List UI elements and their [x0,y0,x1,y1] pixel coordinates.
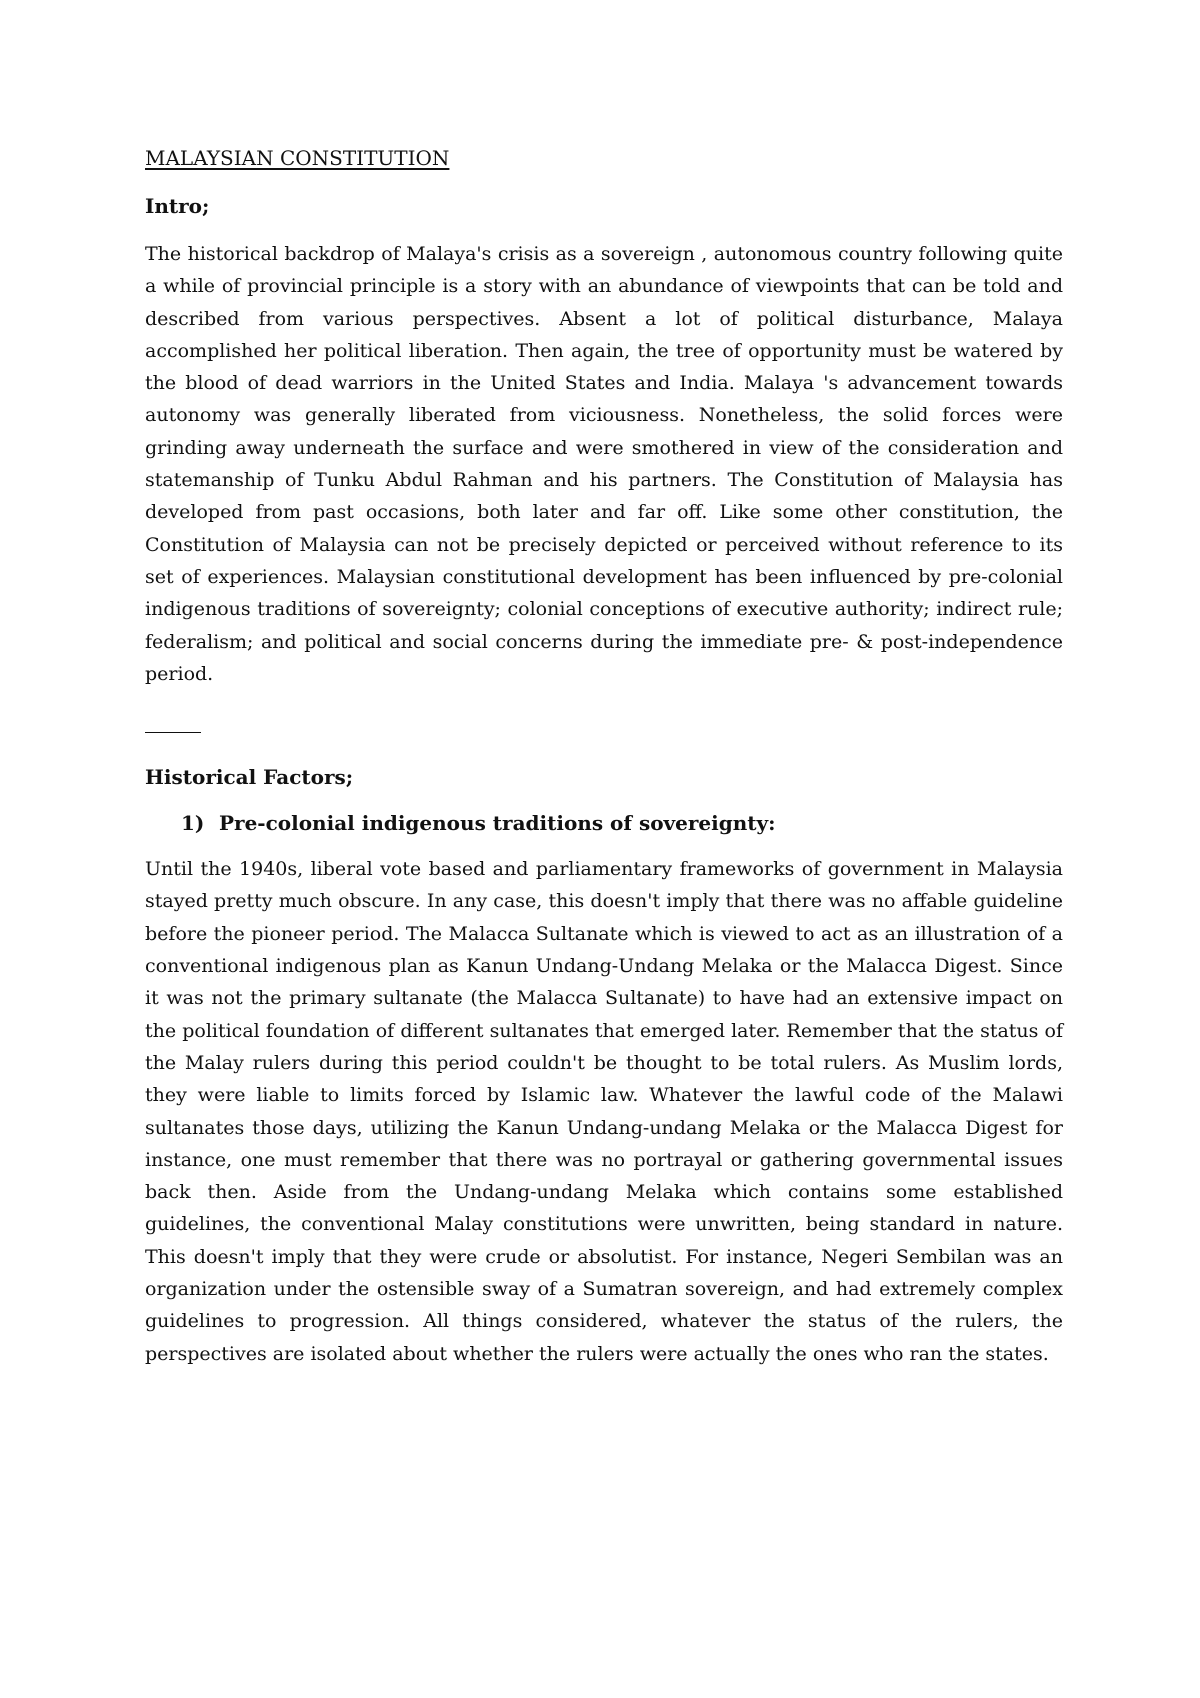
document-title: MALAYSIAN CONSTITUTION [145,146,450,170]
factor-1-title: Pre-colonial indigenous traditions of sovereignty: [219,811,776,836]
intro-heading: Intro; [145,194,210,218]
factor-1-paragraph: Until the 1940s, liberal vote based and parliamentary frameworks of government in Malaysia stayed pretty much obscure. In any case, this doesn't imply that there was no affable guideline before the pioneer period. The Malacca Sultanate which is viewed to act as an illustration of a conventional indigenous plan as Kanun Undang-Undang Melaka or the Malacca Digest. Since it was not the primary sultanate (the Malacca Sultanate) to have had an extensive impact on the political foundation of different sultanates that emerged later. Remember that the status of the Malay rulers during this period couldn't be thought to be total rulers. As Muslim lords, they were liable to limits forced by Islamic law. Whatever the lawful code of the Malawi sultanates those days, utilizing the Kanun Undang-undang Melaka or the Malacca Digest for instance, one must remember that there was no portrayal or gathering governmental issues back then. Aside from the Undang-undang Melaka which contains some established guidelines, the conventional Malay constitutions were unwritten, being standard in nature. This doesn't imply that they were crude or absolutist. For instance, Negeri Sembilan was an organization under the ostensible sway of a Sumatran sovereign, and had extremely complex guidelines to progression. All things considered, whatever the status of the rulers, the perspectives are isolated about whether the rulers were actually the ones who ran the states. [145,858,1063,1365]
factor-1-heading [181,809,1063,837]
intro-paragraph: The historical backdrop of Malaya's crisis as a sovereign , autonomous country following quite a while of provincial principle is a story with an abundance of viewpoints that can be told and described from various perspectives. Absent a lot of political disturbance, Malaya accomplished her political liberation. Then again, the tree of opportunity must be watered by the blood of dead warriors in the United States and India. Malaya 's advancement towards autonomy was generally liberated from viciousness. Nonetheless, the solid forces were grinding away underneath the surface and were smothered in view of the consideration and statemanship of Tunku Abdul Rahman and his partners. The Constitution of Malaysia has developed from past occasions, both later and far off. Like some other constitution, the Constitution of Malaysia can not be precisely depicted or perceived without reference to its set of experiences. Malaysian constitutional development has been influenced by pre-colonial indigenous traditions of sovereignty; colonial conceptions of executive authority; indirect rule; federalism; and political and social concerns during the immediate pre- & post-independence period. [145,243,1063,685]
historical-factors-heading: Historical Factors; [145,765,354,790]
factor-1-number: 1) [181,811,205,836]
section-divider [145,732,201,733]
